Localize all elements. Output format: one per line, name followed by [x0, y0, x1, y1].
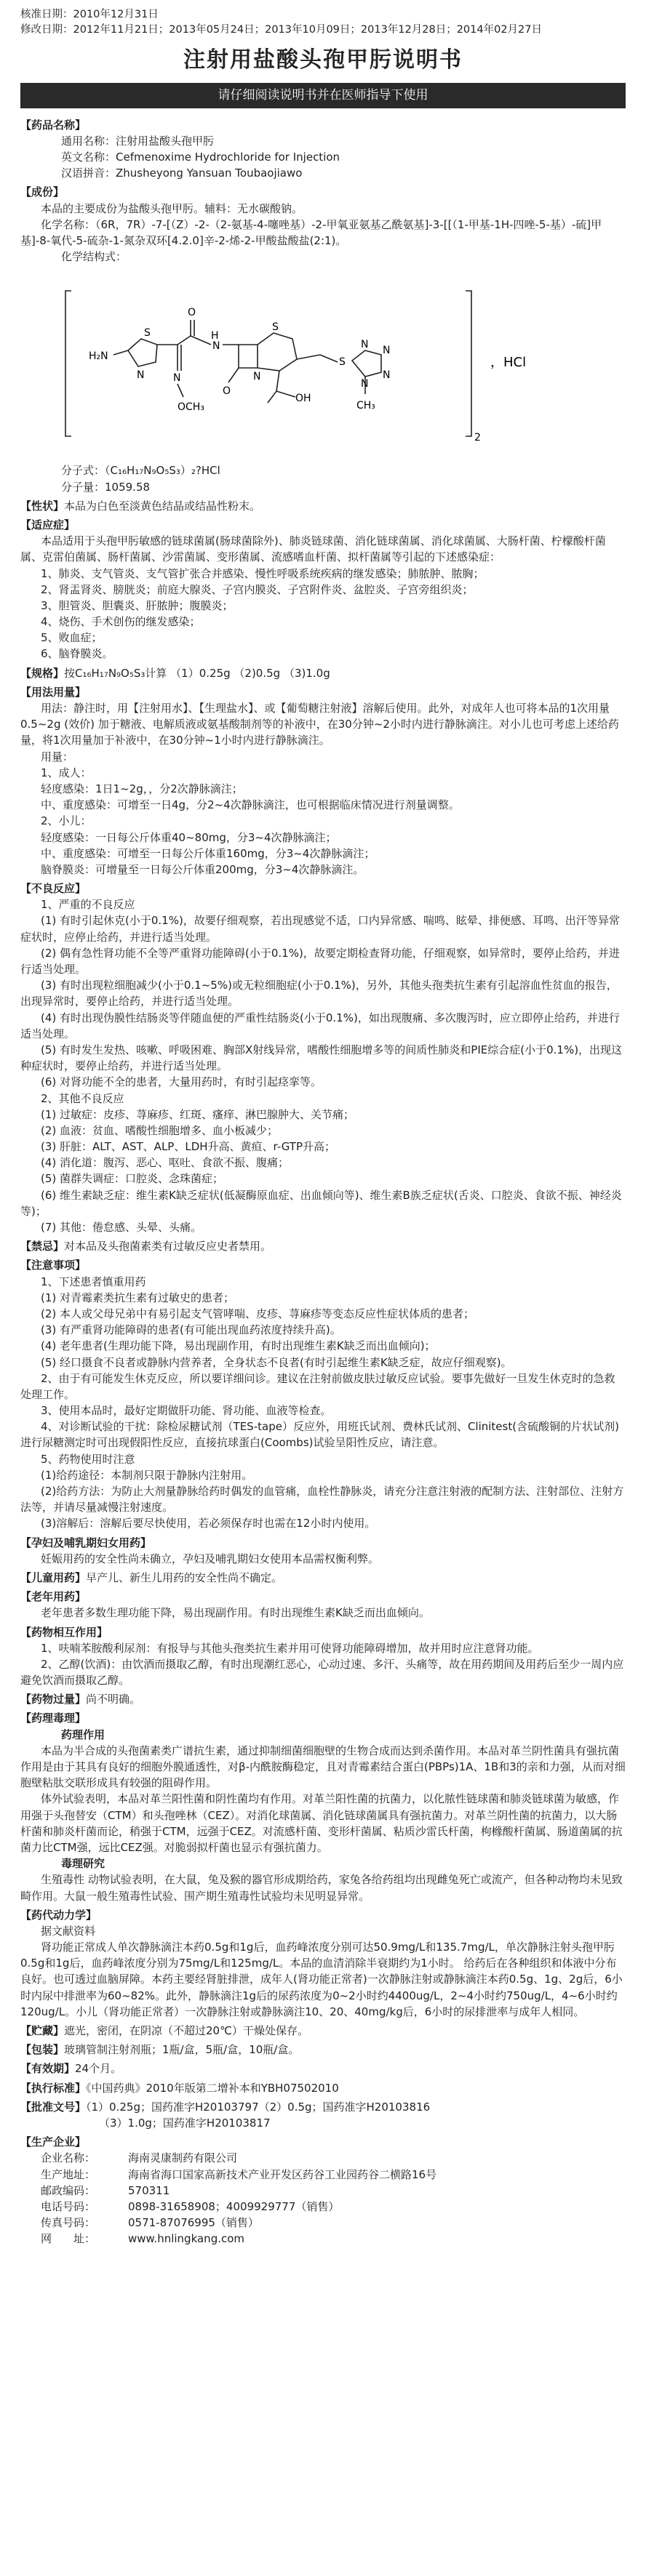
storage-text: 遮光，密闭，在阴凉（不超过20℃）干燥处保存。 [64, 2024, 308, 2038]
maker-value: 570311 [128, 2183, 170, 2197]
adverse-item: (3) 有时出现粒细胞减少(小于0.1~5%)或无粒细胞症(小于0.1%)，另外，其他头孢类抗生素有引起溶血性贫血的报告，出现异常时，要停止给药，并进行适当处理。 [20, 979, 618, 1008]
elderly-heading: 【老年用药】 [20, 1590, 87, 1604]
section-pharmacology [20, 1710, 626, 1903]
overdose-heading: 【药物过量】 [20, 1693, 87, 1706]
atom-n6: N [383, 345, 391, 357]
section-usage [20, 684, 626, 878]
chemical-structure [20, 269, 626, 458]
pk-p1: 肾功能正常成人单次静脉滴注本药0.5g和1g后，血药峰浓度分别可达50.9mg/L和135.7mg/L，单次静脉注射头孢甲肟0.5g和1g后，血药峰浓度分别为75mg/L和125mg/L。本品的血清消除半衰期约为1小时。 给药后在各种组织和体液中分布良好。也可透过血脑屏障。本药主要经肾脏排泄，成年人(肾功能正常者)一次静脉注射或静脉滴注本药0.5g、1g、2g后，6小时内尿中排泄率为60~82%。此外，静脉滴注1g后的尿药浓度为0~2小时约4400ug/L，2~4小时约750ug/L，4~6小时约120ug/L。小儿（肾功能正常者）一次静脉注射或静脉滴注10、20、40mg/kg后，6小时的尿排泄率与成年人相同。 [20, 1941, 623, 2018]
atom-s2: S [272, 321, 279, 334]
caution-l4: 4、对诊断试验的干扰：除检尿糖试剂（TES-tape）反应外，用班氏试剂、费林氏试剂、Clinitest(含硫酸铜的片状试剂)进行尿糖测定时可出现假阳性反应，直接抗球蛋白(Coombs)试验呈阳性反应，请注意。 [20, 1420, 619, 1450]
atom-o1: O [188, 307, 196, 319]
caution-l5: 5、药物使用时注意 [41, 1452, 135, 1466]
caution-item: (1) 对青霉素类抗生素有过敏史的患者； [41, 1291, 235, 1304]
maker-label: 电话号码： [41, 2199, 96, 2213]
adverse-other-label: 2、其他不良反应 [41, 1091, 124, 1105]
maker-label: 邮政编码： [41, 2183, 96, 2197]
usage-method: 用法：静注时，用【注射用水】、【生理盐水】、或【葡萄糖注射液】溶解后使用。此外，对成年人也可将本品的1次用量0.5~2g (效价) 加于糖液、电解质液或氨基酸制剂等的补液中，在30分钟~2小时内进行静脉滴注。对小儿也可考虑上述给药量，将1次用量加于补液中，在30分钟~1小时内进行静脉滴注。 [20, 702, 619, 747]
structure-label: 化学结构式： [61, 250, 127, 264]
adverse-item: (1) 有时引起休克(小于0.1%)，故要仔细观察，若出现感觉不适，口内异常感、喘鸣、眩晕、排便感、耳鸣、出汗等异常症状时，应停止给药，并进行适当处理。 [20, 914, 620, 944]
approval-line1: （1）0.25g；国药准字H20103797（2）0.5g；国药准字H20103816 [86, 2100, 431, 2114]
pregnancy-heading: 【孕妇及哺乳期妇女用药】 [20, 1536, 152, 1549]
overdose-text: 尚不明确。 [86, 1693, 141, 1706]
section-pregnancy [20, 1535, 626, 1567]
adverse-other-item: (4) 消化道：腹泻、恶心、呕吐、食欲不振、腹痛； [41, 1156, 290, 1170]
revision-date-label: 修改日期： [20, 23, 73, 36]
indication-item: 2、肾盂肾炎、膀胱炎；前庭大腺炎、子宫内膜炎、子宫附件炎、盆腔炎、子宫旁组织炎； [41, 582, 474, 596]
approval-date-label: 核准日期： [20, 9, 73, 20]
adverse-other-item: (1) 过敏症：皮疹、荨麻疹、红斑、瘙痒、淋巴腺肿大、关节痛； [41, 1107, 355, 1121]
adverse-other-item: (2) 血液：贫血、嗜酸性细胞增多、血小板减少； [41, 1123, 279, 1137]
indication-item: 1、肺炎、支气管炎、支气管扩张合并感染、慢性呼吸系统疾病的继发感染；肺脓肿、脓胸； [41, 566, 484, 580]
chemical-name: 化学名称：（6R，7R）-7-[（Z）-2-（2-氨基-4-噻唑基）-2-甲氧亚氨基乙酰氨基]-3-[[（1-甲基-1H-四唑-5-基）-硫]甲基]-8-氧代-5-硫杂-1-氮杂双环[4.2.0]辛-2-烯-2-甲酸盐酸盐(2:1)。 [20, 217, 602, 248]
pharmacology-heading: 【药理毒理】 [20, 1712, 87, 1725]
maker-value: 0571-87076995（销售） [128, 2216, 259, 2230]
interaction-heading: 【药物相互作用】 [20, 1625, 108, 1639]
atom-och3: OCH₃ [178, 401, 204, 414]
common-name: 通用名称：注射用盐酸头孢甲肟 [61, 134, 215, 148]
caution-item: (5) 经口摄食不良者或静脉内营养者，全身状态不良者(有时引起维生素K缺乏症，故应仔细观察)。 [41, 1355, 512, 1369]
section-composition [20, 184, 626, 494]
section-spec [20, 665, 626, 681]
interaction-item: 1、呋喃苯胺酸利尿剂：有报导与其他头孢类抗生素并用可使肾功能障碍增加，故并用时应注意肾功能。 [41, 1641, 539, 1655]
caution-l1: 1、下述患者慎重用药 [41, 1275, 146, 1288]
section-indications [20, 517, 626, 662]
pharmacology-sub1: 药理作用 [61, 1728, 105, 1741]
adverse-item: (2) 偶有急性肾功能不全等严重肾功能障碍(小于0.1%)，故要定期检查肾功能，仔细观察，如异常时，要停止给药，并进行适当处理。 [20, 946, 620, 976]
section-adverse [20, 880, 626, 1235]
caution-heading: 【注意事项】 [20, 1259, 87, 1272]
atom-s3: S [339, 356, 346, 369]
pharmacology-sub2: 毒理研究 [61, 1857, 105, 1871]
dose-label: 用量： [41, 750, 74, 763]
caution-l5-item: (2)给药方法：为防止大剂量静脉给药时偶发的血管痛，血栓性静脉炎，请充分注意注射液的配制方法、注射部位、注射方法等，并请尽量减慢注射速度。 [20, 1485, 624, 1514]
caution-l2: 2、由于有可能发生休克反应，所以要详细问诊。建议在注射前做皮肤过敏反应试验。要事先做好一旦发生休克时的急救处理工作。 [20, 1371, 615, 1401]
approval-date-row [20, 7, 626, 23]
adverse-other-item: (5) 菌群失调症：口腔炎、念珠菌症； [41, 1172, 224, 1186]
caution-item: (3) 有严重肾功能障碍的患者(有可能出现血药浓度持续升高)。 [41, 1323, 341, 1337]
atom-o2: O [223, 385, 231, 398]
standard-text: 《中国药典》2010年版第二增补本和YBH07502010 [86, 2081, 339, 2095]
drug-name-heading: 【药品名称】 [20, 118, 87, 132]
website-link[interactable]: www.hnlingkang.com [128, 2232, 245, 2246]
approval-date-value: 2010年12月31日 [73, 9, 159, 20]
adult-mild: 轻度感染：1日1~2g，，分2次静脉滴注； [41, 782, 243, 795]
pregnancy-text: 妊娠用药的安全性尚未确立，孕妇及哺乳期妇女使用本品需权衡利弊。 [41, 1552, 380, 1565]
validity-heading: 【有效期】 [20, 2062, 76, 2076]
approval-heading: 【批准文号】 [20, 2100, 87, 2114]
maker-row [20, 2183, 626, 2199]
atom-n2: N [212, 340, 220, 353]
interaction-item: 2、乙醇(饮酒)：由饮酒而摄取乙醇，有时出现潮红恶心，心动过速、多汗、头痛等，故在用药期间及用药后至少一周内应避免饮酒而摄取乙醇。 [20, 1657, 624, 1688]
revision-date-row [20, 23, 626, 38]
character-text: 本品为白色至淡黄色结晶或结晶性粉末。 [64, 499, 261, 513]
adverse-item: (4) 有时出现伪膜性结肠炎等伴随血便的严重性结肠炎(小于0.1%)，如出现腹痛、多次腹泻时，应立即停止给药，并进行适当处理。 [20, 1011, 620, 1040]
pharmacology-p3: 生殖毒性 动物试验表明，在大鼠，兔及猴的器官形成期给药，家兔各给药组均出现雌兔死亡或流产，但各种动物均未见致畸作用。大鼠一般生殖毒性试验、围产期生殖毒性试验均未见明显异常。 [20, 1873, 623, 1903]
spec-text: 按C₁₆H₁₇N₉O₅S₃计算 （1）0.25g （2)0.5g （3)1.0g [64, 666, 330, 680]
section-contraindications [20, 1238, 626, 1254]
atom-n7: N [383, 369, 391, 382]
children-heading: 【儿童用药】 [20, 1570, 87, 1584]
pharmacology-p1: 本品为半合成的头孢菌素类广谱抗生素，通过抑制细菌细胞壁的生物合成而达到杀菌作用。本品对革兰阴性菌具有强抗菌作用是由于其具有良好的细胞外膜通透性，对β-内酰胺酶稳定，且对青霉素结合蛋白(PBPs)1A、1B和3的亲和力强，从而对细胞壁粘肽交联形成具有较强的阻碍作用。 [20, 1744, 626, 1790]
section-drug-name [20, 117, 626, 182]
dates-block [20, 7, 626, 37]
approval-line2: （3）1.0g；国药准字H20103817 [99, 2116, 271, 2130]
indication-item: 5、败血症； [41, 631, 103, 645]
maker-heading: 【生产企业】 [20, 2135, 87, 2149]
caution-l3: 3、使用本品时，最好定期做肝功能、肾功能、血液等检查。 [41, 1404, 332, 1418]
maker-label: 网 址： [41, 2232, 96, 2246]
spec-heading: 【规格】 [20, 666, 65, 680]
indication-item: 3、胆管炎、胆囊炎、肝脓肿；腹膜炎； [41, 598, 234, 612]
subscript-2: 2 [474, 432, 481, 444]
maker-value: 海南省海口国家高新技术产业开发区药谷工业园药谷二横路16号 [128, 2167, 437, 2181]
english-name: 英文名称：Cefmenoxime Hydrochloride for Injection [61, 151, 340, 164]
indications-intro: 本品适用于头孢甲肟敏感的链球菌属(肠球菌除外)、肺炎链球菌、消化链球菌属、消化球菌属、大肠杆菌、柠檬酸杆菌属、克雷伯菌属、肠杆菌属、沙雷菌属、变形菌属、流感嗜血杆菌、拟杆菌属等引起的下述感染症： [20, 534, 606, 564]
standard-heading: 【执行标准】 [20, 2081, 87, 2095]
contra-heading: 【禁忌】 [20, 1240, 65, 1253]
section-manufacturer [20, 2134, 626, 2247]
storage-heading: 【贮藏】 [20, 2024, 65, 2038]
indication-item: 4、烧伤、手术创伤的继发感染； [41, 615, 201, 629]
child-label: 2、小儿： [41, 814, 92, 828]
section-character [20, 498, 626, 514]
composition-heading: 【成份】 [20, 185, 65, 199]
maker-row [20, 2231, 626, 2247]
maker-value: 0898-31658908；4009929777（销售） [128, 2199, 340, 2213]
maker-label: 生产地址： [41, 2167, 96, 2181]
child-severe: 中、重度感染：可增至一日每公斤体重160mg，分3~4次静脉滴注； [41, 846, 375, 860]
revision-date-value: 2012年11月21日；2013年05月24日；2013年10月09日；2013年12月28日；2014年02月27日 [73, 23, 543, 36]
child-mild: 轻度感染：一日每公斤体重40~80mg，分3~4次静脉滴注； [41, 830, 337, 844]
adverse-other-item: (3) 肝脏：ALT、AST、ALP、LDH升高、黄疸、r-GTP升高； [41, 1140, 335, 1154]
structure-diagram [61, 269, 585, 458]
caution-item: (4) 老年患者(生理功能下降，易出现副作用，有时出现维生素K缺乏而出血倾向)； [41, 1339, 436, 1353]
child-meningitis: 脑脊膜炎：可增量至一日每公斤体重200mg，分3~4次静脉滴注。 [41, 862, 364, 876]
pharmacology-p2: 体外试验表明，本品对革兰阳性菌和阴性菌均有作用。对革兰阳性菌的抗菌力，以化脓性链球菌和肺炎链球菌为敏感，作用强于头孢替安（CTM）和头孢唑林（CEZ）。对消化球菌属、消化链球菌属具有强抗菌力。对革兰阴性菌的抗菌力，以大肠杆菌和肺炎杆菌而论，稍强于CTM，远强于CEZ。对流感杆菌、变形杆菌属、粘质沙雷氏杆菌，枸橼酸杆菌属、肠道菌属的抗菌力比CTM强，远比CEZ强。对脆弱拟杆菌也显示有强抗菌力。 [20, 1792, 623, 1854]
section-approval [20, 2099, 626, 2131]
atom-ch3: CH₃ [356, 400, 375, 412]
maker-row [20, 2215, 626, 2231]
maker-label: 传真号码： [41, 2216, 96, 2230]
atom-h1: H [211, 330, 219, 342]
pk-sub: 据文献资料 [41, 1924, 96, 1938]
section-pharmacokinetics [20, 1907, 626, 2020]
atom-n5: N [361, 339, 369, 351]
indication-item: 6、脑脊膜炎。 [41, 647, 113, 661]
hcl-label: ，HCl [490, 355, 527, 371]
instruction-banner: 请仔细阅读说明书并在医师指导下使用 [20, 83, 626, 108]
contra-text: 对本品及头孢菌素类有过敏反应史者禁用。 [64, 1240, 272, 1253]
adverse-heading: 【不良反应】 [20, 882, 87, 896]
adverse-serious-label: 1、严重的不良反应 [41, 898, 135, 912]
maker-row [20, 2199, 626, 2215]
molecular-formula: 分子式：（C₁₆H₁₇N₉O₅S₃）₂?HCl [61, 464, 220, 478]
section-overdose [20, 1691, 626, 1707]
usage-heading: 【用法用量】 [20, 685, 87, 699]
section-precautions [20, 1257, 626, 1531]
section-standard [20, 2080, 626, 2096]
elderly-text: 老年患者多数生理功能下降，易出现副作用。有时出现维生素K缺乏而出血倾向。 [41, 1606, 430, 1620]
atom-h2n: H₂N [89, 350, 108, 363]
children-text: 早产儿、新生儿用药的安全性尚不确定。 [86, 1570, 283, 1584]
package-heading: 【包装】 [20, 2043, 65, 2057]
atom-n8: N [361, 378, 369, 390]
section-elderly [20, 1589, 626, 1621]
validity-text: 24个月。 [75, 2062, 122, 2076]
caution-item: (2) 本人或父母兄弟中有易引起支气管哮喘、皮疹、荨麻疹等变态反应性症状体质的患者； [41, 1307, 475, 1320]
indications-heading: 【适应症】 [20, 518, 76, 531]
section-validity [20, 2061, 626, 2077]
maker-row [20, 2167, 626, 2183]
adult-severe: 中、重度感染：可增至一日4g，分2~4次静脉滴注，也可根据临床情况进行剂量调整。 [41, 798, 460, 812]
atom-oh: OH [295, 393, 311, 405]
section-package [20, 2042, 626, 2058]
package-text: 玻璃管制注射剂瓶；1瓶/盒，5瓶/盒，10瓶/盒。 [64, 2043, 300, 2057]
adverse-other-item: (6) 维生素缺乏症：维生素K缺乏症状(低凝酶原血症、出血倾向等)、维生素B族乏症状(舌炎、口腔炎、食欲不振、神经炎等)； [20, 1188, 622, 1218]
adverse-item: (6) 对肾功能不全的患者，大量用药时，有时引起痉挛等。 [41, 1075, 322, 1089]
maker-row [20, 2150, 626, 2166]
composition-main: 本品的主要成份为盐酸头孢甲肟。辅料：无水碳酸钠。 [41, 201, 303, 215]
adverse-other-item: (7) 其他：倦怠感、头晕、头痛。 [41, 1221, 202, 1235]
section-storage [20, 2023, 626, 2039]
caution-l5-item: (3)溶解后：溶解后要尽快使用，若必须保存时也需在12小时内使用。 [41, 1517, 376, 1530]
atom-n1: N [137, 369, 145, 382]
character-heading: 【性状】 [20, 499, 65, 513]
adult-label: 1、成人： [41, 766, 92, 779]
maker-label: 企业名称： [41, 2151, 96, 2165]
section-interactions [20, 1624, 626, 1689]
section-children [20, 1570, 626, 1586]
pk-heading: 【药代动力学】 [20, 1908, 97, 1922]
atom-n3: N [173, 372, 181, 385]
pinyin-name: 汉语拼音：Zhusheyong Yansuan Toubaojiawo [61, 166, 303, 180]
atom-n4: N [253, 371, 261, 383]
caution-l5-item: (1)给药途径：本制剂只限于静脉内注射用。 [41, 1468, 253, 1482]
atom-s1: S [144, 327, 151, 340]
document-title: 注射用盐酸头孢甲肟说明书 [183, 47, 463, 73]
maker-value: 海南灵康制药有限公司 [128, 2151, 238, 2165]
adverse-item: (5) 有时发生发热、咳嗽、呼吸困难、胸部X射线异常，嗜酸性细胞增多等的间质性肺炎和PIE综合症(小于0.1%)，出现这种症状时，要停止给药，并进行适当处理。 [20, 1043, 623, 1073]
molecular-weight: 分子量：1059.58 [61, 480, 151, 494]
